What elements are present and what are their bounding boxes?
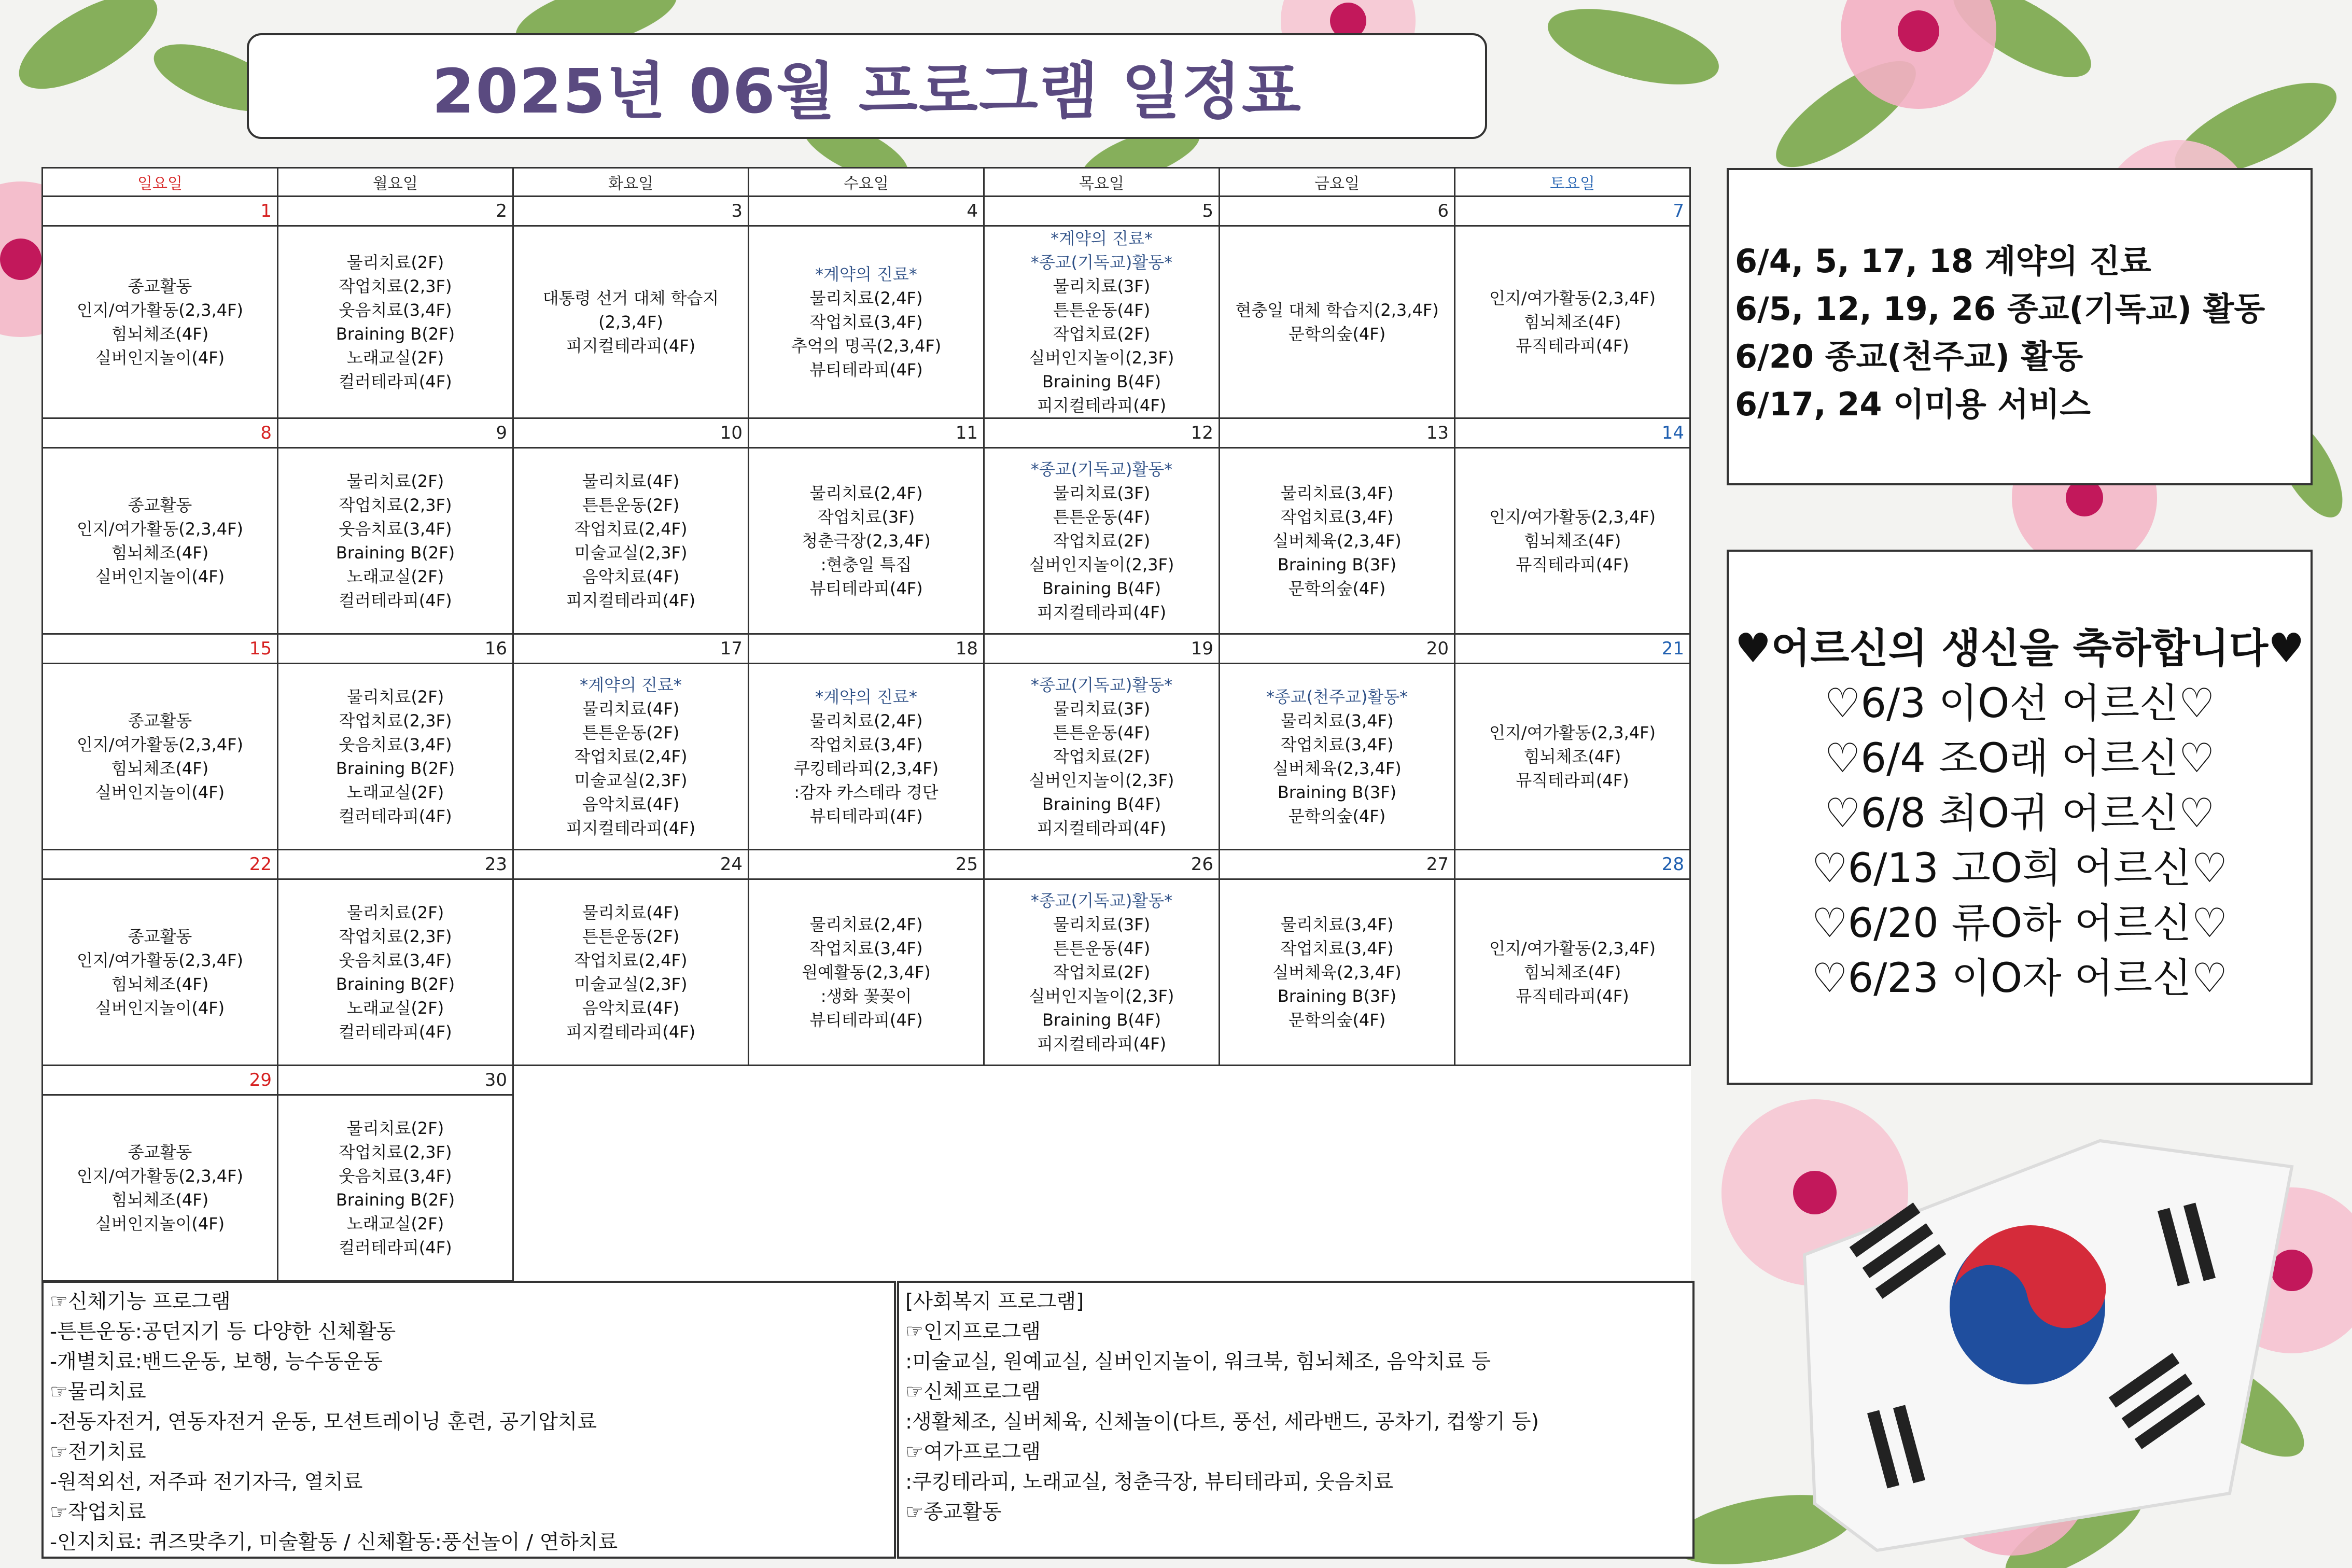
date-number: 20 xyxy=(1220,634,1455,664)
program-item: 문학의숲(4F) xyxy=(1288,1010,1386,1030)
notice-item: 6/5, 12, 19, 26 종교(기독교) 활동 xyxy=(1735,290,2265,328)
program-item: 컬러테라피(4F) xyxy=(339,1238,452,1257)
date-number-row xyxy=(43,418,1690,448)
program-item: 작업치료(3,4F) xyxy=(809,312,923,332)
special-event-label: *종교(기독교)활동* xyxy=(1030,891,1173,911)
program-item: 작업치료(2,4F) xyxy=(574,519,688,539)
program-item: Braining B(2F) xyxy=(335,974,455,994)
program-item: 노래교실(2F) xyxy=(346,1214,444,1234)
day-program-cell xyxy=(278,226,513,418)
program-item: Braining B(3F) xyxy=(1277,782,1397,802)
program-item: 인지/여가활동(2,3,4F) xyxy=(1489,723,1656,743)
program-item: 튼튼운동(4F) xyxy=(1053,723,1151,743)
date-number: 17 xyxy=(513,634,749,664)
date-number: 7 xyxy=(1455,197,1690,226)
date-number: 29 xyxy=(43,1066,278,1095)
program-row xyxy=(43,664,1690,850)
weekday-tuesday: 화요일 xyxy=(513,168,749,197)
program-description-line: -원적외선, 저주파 전기자극, 열치료 xyxy=(50,1471,363,1494)
social-program-panel xyxy=(897,1281,1695,1559)
birthday-item: ♡6/20 류O하 어르신♡ xyxy=(1811,900,2228,947)
empty-cell xyxy=(1455,1066,1690,1095)
special-event-label: *계약의 진료* xyxy=(1051,229,1153,248)
program-item: 실버인지놀이(2,3F) xyxy=(1029,555,1174,575)
program-description-line: ☞신체기능 프로그램 xyxy=(50,1290,231,1313)
empty-cell xyxy=(984,1066,1220,1095)
notice-panel xyxy=(1727,168,2313,485)
day-program-cell xyxy=(513,879,749,1066)
date-number: 13 xyxy=(1220,418,1455,448)
physical-program-list xyxy=(50,1287,618,1558)
weekday-friday: 금요일 xyxy=(1220,168,1455,197)
program-item: 뮤직테라피(4F) xyxy=(1516,555,1629,575)
program-item: 청춘극장(2,3,4F) xyxy=(802,531,931,551)
notice-item: 6/17, 24 이미용 서비스 xyxy=(1735,385,2091,423)
day-program-cell xyxy=(43,226,278,418)
program-item: 힘뇌체조(4F) xyxy=(1523,531,1621,551)
program-item: 작업치료(2,3F) xyxy=(339,1142,452,1162)
date-number-row xyxy=(43,197,1690,226)
weekday-monday: 월요일 xyxy=(278,168,513,197)
date-number: 23 xyxy=(278,850,513,879)
program-item: 피지컬테라피(4F) xyxy=(1037,603,1167,622)
date-number-row xyxy=(43,850,1690,879)
program-description-line: ☞인지프로그램 xyxy=(905,1320,1041,1343)
title-banner xyxy=(247,33,1487,139)
birthday-list xyxy=(1729,621,2311,1006)
calendar-body xyxy=(43,197,1690,1281)
day-program-cell xyxy=(984,226,1220,418)
program-item: 튼튼운동(2F) xyxy=(582,927,680,946)
day-program-cell xyxy=(749,879,984,1066)
program-item: 물리치료(2F) xyxy=(346,1118,444,1138)
program-item: Braining B(2F) xyxy=(335,324,455,344)
program-item: 컬러테라피(4F) xyxy=(339,372,452,391)
program-item: 물리치료(3F) xyxy=(1053,915,1151,934)
program-item: 작업치료(3,4F) xyxy=(1280,735,1394,754)
program-description-line: -개별치료:밴드운동, 보행, 능수동운동 xyxy=(50,1350,383,1374)
empty-cell xyxy=(1220,1066,1455,1095)
program-item: 노래교실(2F) xyxy=(346,782,444,802)
social-program-list xyxy=(905,1287,1539,1528)
program-item: 웃음치료(3,4F) xyxy=(339,519,452,539)
program-item: 물리치료(3F) xyxy=(1053,699,1151,719)
birthday-panel xyxy=(1727,550,2313,1085)
program-item: 대통령 선거 대체 학습지 xyxy=(542,288,719,308)
program-item: 물리치료(2,4F) xyxy=(809,915,923,934)
day-program-cell xyxy=(749,226,984,418)
program-description-line: -전동자전거, 연동자전거 운동, 모션트레이닝 훈련, 공기압치료 xyxy=(50,1410,597,1434)
program-item: 작업치료(2,3F) xyxy=(339,927,452,946)
program-item: 인지/여가활동(2,3,4F) xyxy=(76,300,244,320)
date-number: 21 xyxy=(1455,634,1690,664)
empty-cell xyxy=(513,1066,749,1095)
day-program-cell xyxy=(1220,226,1455,418)
day-program-cell xyxy=(43,1095,278,1281)
physical-program-panel xyxy=(41,1281,896,1559)
date-number-row xyxy=(43,634,1690,664)
birthday-item: ♡6/4 조O래 어르신♡ xyxy=(1824,735,2215,782)
day-program-cell xyxy=(984,664,1220,850)
date-number: 16 xyxy=(278,634,513,664)
program-item: 작업치료(3,4F) xyxy=(809,735,923,754)
program-item: 음악치료(4F) xyxy=(582,567,680,586)
program-item: 실버체육(2,3,4F) xyxy=(1272,962,1402,982)
program-item: 노래교실(2F) xyxy=(346,567,444,586)
program-item: 튼튼운동(4F) xyxy=(1053,507,1151,527)
program-item: 작업치료(2F) xyxy=(1053,324,1151,344)
program-item: Braining B(3F) xyxy=(1277,555,1397,575)
day-program-cell xyxy=(1455,664,1690,850)
program-item: 피지컬테라피(4F) xyxy=(566,818,696,838)
date-number: 6 xyxy=(1220,197,1455,226)
date-number: 5 xyxy=(984,197,1220,226)
program-item: :현충일 특집 xyxy=(820,555,912,575)
program-item: 피지컬테라피(4F) xyxy=(566,1022,696,1042)
day-program-cell xyxy=(1220,879,1455,1066)
program-item: 웃음치료(3,4F) xyxy=(339,1166,452,1186)
program-item: Braining B(2F) xyxy=(335,1190,455,1210)
special-event-label: *종교(기독교)활동* xyxy=(1030,459,1173,479)
program-item: 문학의숲(4F) xyxy=(1288,579,1386,598)
program-item: Braining B(4F) xyxy=(1042,1010,1161,1030)
program-row xyxy=(43,879,1690,1066)
page-title: 2025년 06월 프로그램 일정표 xyxy=(432,55,1302,127)
program-item: 종교활동 xyxy=(128,276,192,296)
birthday-item: ♡6/3 이O선 어르신♡ xyxy=(1824,680,2215,727)
program-item: 물리치료(2F) xyxy=(346,903,444,922)
program-item: 물리치료(3,4F) xyxy=(1280,915,1394,934)
program-item: 힘뇌체조(4F) xyxy=(111,1190,209,1210)
program-item: 실버인지놀이(4F) xyxy=(95,998,225,1018)
program-item: 물리치료(2,4F) xyxy=(809,711,923,731)
day-program-cell xyxy=(43,664,278,850)
date-number: 14 xyxy=(1455,418,1690,448)
program-item: 힘뇌체조(4F) xyxy=(111,324,209,344)
program-description-line: ☞물리치료 xyxy=(50,1380,146,1404)
program-item: 물리치료(3,4F) xyxy=(1280,711,1394,731)
program-item: Braining B(2F) xyxy=(335,543,455,563)
day-program-cell xyxy=(278,448,513,634)
program-item: 물리치료(2F) xyxy=(346,471,444,491)
program-item: 인지/여가활동(2,3,4F) xyxy=(76,950,244,970)
program-item: :감자 카스테라 경단 xyxy=(794,782,939,802)
empty-cell xyxy=(749,1095,984,1281)
day-program-cell xyxy=(1220,448,1455,634)
day-program-cell xyxy=(278,664,513,850)
program-item: 작업치료(2F) xyxy=(1053,962,1151,982)
program-item: 쿠킹테라피(2,3,4F) xyxy=(793,759,939,778)
date-number: 27 xyxy=(1220,850,1455,879)
program-item: 작업치료(3,4F) xyxy=(1280,939,1394,958)
program-item: 뷰티테라피(4F) xyxy=(809,1010,923,1030)
program-item: 물리치료(2,4F) xyxy=(809,288,923,308)
program-item: 음악치료(4F) xyxy=(582,998,680,1018)
date-number: 4 xyxy=(749,197,984,226)
date-number: 22 xyxy=(43,850,278,879)
program-item: 음악치료(4F) xyxy=(582,794,680,814)
birthday-heading: ♥어르신의 생신을 축하합니다♥ xyxy=(1734,625,2305,672)
program-item: 작업치료(2,4F) xyxy=(574,950,688,970)
special-event-label: *종교(천주교)활동* xyxy=(1266,687,1408,707)
program-item: 힘뇌체조(4F) xyxy=(111,759,209,778)
program-item: 뷰티테라피(4F) xyxy=(809,579,923,598)
program-item: 힘뇌체조(4F) xyxy=(111,543,209,563)
day-program-cell xyxy=(43,448,278,634)
program-row xyxy=(43,1095,1690,1281)
program-description-line: :미술교실, 원예교실, 실버인지놀이, 워크북, 힘뇌체조, 음악치료 등 xyxy=(905,1350,1491,1374)
program-description-line: ☞작업치료 xyxy=(50,1501,146,1524)
empty-cell xyxy=(1455,1095,1690,1281)
program-item: 물리치료(2F) xyxy=(346,253,444,272)
program-item: 노래교실(2F) xyxy=(346,348,444,368)
program-item: 물리치료(3F) xyxy=(1053,276,1151,296)
date-number: 8 xyxy=(43,418,278,448)
program-item: 인지/여가활동(2,3,4F) xyxy=(1489,939,1656,958)
program-item: 인지/여가활동(2,3,4F) xyxy=(1489,507,1656,527)
program-item: 물리치료(2F) xyxy=(346,687,444,707)
program-item: 원예활동(2,3,4F) xyxy=(802,962,931,982)
notice-item: 6/4, 5, 17, 18 계약의 진료 xyxy=(1735,242,2151,280)
date-number: 2 xyxy=(278,197,513,226)
day-program-cell xyxy=(1455,226,1690,418)
program-item: 피지컬테라피(4F) xyxy=(566,336,696,356)
program-item: 실버인지놀이(2,3F) xyxy=(1029,986,1174,1006)
day-program-cell xyxy=(513,448,749,634)
day-program-cell xyxy=(984,448,1220,634)
program-item: Braining B(2F) xyxy=(335,759,455,778)
date-number: 10 xyxy=(513,418,749,448)
program-item: 튼튼운동(2F) xyxy=(582,723,680,743)
program-item: 컬러테라피(4F) xyxy=(339,806,452,826)
date-number: 25 xyxy=(749,850,984,879)
day-program-cell xyxy=(1220,664,1455,850)
empty-cell xyxy=(749,1066,984,1095)
program-item: 물리치료(4F) xyxy=(582,471,680,491)
day-program-cell xyxy=(984,879,1220,1066)
program-item: 튼튼운동(4F) xyxy=(1053,939,1151,958)
program-description-line: ☞신체프로그램 xyxy=(905,1380,1041,1404)
day-program-cell xyxy=(1455,448,1690,634)
program-item: 컬러테라피(4F) xyxy=(339,591,452,610)
date-number: 19 xyxy=(984,634,1220,664)
program-item: 힘뇌체조(4F) xyxy=(111,974,209,994)
program-item: 힘뇌체조(4F) xyxy=(1523,747,1621,766)
program-item: 종교활동 xyxy=(128,1142,192,1162)
program-item: 인지/여가활동(2,3,4F) xyxy=(76,1166,244,1186)
weekday-wednesday: 수요일 xyxy=(749,168,984,197)
date-number: 11 xyxy=(749,418,984,448)
program-item: 실버인지놀이(4F) xyxy=(95,782,225,802)
date-number: 9 xyxy=(278,418,513,448)
program-item: 뮤직테라피(4F) xyxy=(1516,771,1629,790)
program-item: 작업치료(2,3F) xyxy=(339,711,452,731)
special-event-label: *계약의 진료* xyxy=(815,264,917,284)
program-item: 물리치료(4F) xyxy=(582,903,680,922)
program-item: 튼튼운동(4F) xyxy=(1053,300,1151,320)
program-item: 튼튼운동(2F) xyxy=(582,495,680,515)
program-item: 작업치료(2,3F) xyxy=(339,276,452,296)
program-description-line: ☞종교활동 xyxy=(905,1501,1002,1524)
program-item: 작업치료(2,4F) xyxy=(574,747,688,766)
notice-list xyxy=(1735,237,2265,428)
day-program-cell xyxy=(43,879,278,1066)
program-item: 미술교실(2,3F) xyxy=(574,543,688,563)
program-item: 물리치료(3F) xyxy=(1053,483,1151,503)
program-item: 실버인지놀이(2,3F) xyxy=(1029,771,1174,790)
program-item: 인지/여가활동(2,3,4F) xyxy=(1489,288,1656,308)
program-item: 실버인지놀이(4F) xyxy=(95,1214,225,1234)
program-item: 종교활동 xyxy=(128,927,192,946)
program-item: Braining B(4F) xyxy=(1042,794,1161,814)
program-description-line: ☞전기치료 xyxy=(50,1440,146,1464)
program-item: 추억의 명곡(2,3,4F) xyxy=(791,336,942,356)
birthday-item: ♡6/23 이O자 어르신♡ xyxy=(1811,955,2228,1002)
program-item: 인지/여가활동(2,3,4F) xyxy=(76,519,244,539)
date-number: 12 xyxy=(984,418,1220,448)
birthday-item: ♡6/8 최O귀 어르신♡ xyxy=(1824,790,2215,837)
special-event-label: *계약의 진료* xyxy=(580,675,682,695)
program-item: 웃음치료(3,4F) xyxy=(339,735,452,754)
program-item: 실버인지놀이(4F) xyxy=(95,567,225,586)
program-item: 웃음치료(3,4F) xyxy=(339,300,452,320)
day-program-cell xyxy=(278,879,513,1066)
program-item: 노래교실(2F) xyxy=(346,998,444,1018)
program-item: 작업치료(2F) xyxy=(1053,531,1151,551)
program-item: 종교활동 xyxy=(128,711,192,731)
program-item: 작업치료(3,4F) xyxy=(1280,507,1394,527)
program-item: 인지/여가활동(2,3,4F) xyxy=(76,735,244,754)
weekday-saturday: 토요일 xyxy=(1455,168,1690,197)
program-item: 작업치료(3,4F) xyxy=(809,939,923,958)
program-item: 뮤직테라피(4F) xyxy=(1516,986,1629,1006)
program-item: 피지컬테라피(4F) xyxy=(566,591,696,610)
program-item: 물리치료(3,4F) xyxy=(1280,483,1394,503)
program-item: 물리치료(4F) xyxy=(582,699,680,719)
program-item: 문학의숲(4F) xyxy=(1288,806,1386,826)
program-item: Braining B(4F) xyxy=(1042,579,1161,598)
program-item: 실버인지놀이(2,3F) xyxy=(1029,348,1174,368)
program-item: 힘뇌체조(4F) xyxy=(1523,312,1621,332)
notice-item: 6/20 종교(천주교) 활동 xyxy=(1735,338,2083,375)
program-item: 물리치료(2,4F) xyxy=(809,483,923,503)
special-event-label: *계약의 진료* xyxy=(815,687,917,707)
weekday-thursday: 목요일 xyxy=(984,168,1220,197)
weekday-sunday: 일요일 xyxy=(43,168,278,197)
program-item: 피지컬테라피(4F) xyxy=(1037,818,1167,838)
program-item: 작업치료(3F) xyxy=(817,507,915,527)
weekday-header-row xyxy=(43,168,1690,197)
empty-cell xyxy=(1220,1095,1455,1281)
date-number-row xyxy=(43,1066,1690,1095)
calendar-table xyxy=(41,167,1691,1282)
program-item: 실버체육(2,3,4F) xyxy=(1272,759,1402,778)
special-event-label: *종교(기독교)활동* xyxy=(1030,675,1173,695)
date-number: 18 xyxy=(749,634,984,664)
date-number: 28 xyxy=(1455,850,1690,879)
program-item: 뮤직테라피(4F) xyxy=(1516,336,1629,356)
program-item: 문학의숲(4F) xyxy=(1288,324,1386,344)
day-program-cell xyxy=(278,1095,513,1281)
empty-cell xyxy=(513,1095,749,1281)
day-program-cell xyxy=(749,448,984,634)
program-item: Braining B(4F) xyxy=(1042,372,1161,391)
program-description-line: :쿠킹테라피, 노래교실, 청춘극장, 뷰티테라피, 웃음치료 xyxy=(905,1471,1394,1494)
program-row xyxy=(43,448,1690,634)
program-item: 컬러테라피(4F) xyxy=(339,1022,452,1042)
empty-cell xyxy=(984,1095,1220,1281)
program-item: 미술교실(2,3F) xyxy=(574,974,688,994)
day-program-cell xyxy=(513,226,749,418)
program-item: 종교활동 xyxy=(128,495,192,515)
program-item: 작업치료(2F) xyxy=(1053,747,1151,766)
program-item: Braining B(3F) xyxy=(1277,986,1397,1006)
program-item: 피지컬테라피(4F) xyxy=(1037,396,1167,415)
program-item: 실버체육(2,3,4F) xyxy=(1272,531,1402,551)
day-program-cell xyxy=(1455,879,1690,1066)
date-number: 1 xyxy=(43,197,278,226)
date-number: 15 xyxy=(43,634,278,664)
program-item: 미술교실(2,3F) xyxy=(574,771,688,790)
day-program-cell xyxy=(749,664,984,850)
program-description-line: -인지치료: 퀴즈맞추기, 미술활동 / 신체활동:풍선놀이 / 연하치료 xyxy=(50,1531,618,1554)
date-number: 26 xyxy=(984,850,1220,879)
program-item: 실버인지놀이(4F) xyxy=(95,348,225,368)
program-row xyxy=(43,226,1690,418)
date-number: 24 xyxy=(513,850,749,879)
day-program-cell xyxy=(513,664,749,850)
special-event-label: *종교(기독교)활동* xyxy=(1030,253,1173,272)
program-item: 현충일 대체 학습지(2,3,4F) xyxy=(1235,300,1439,320)
program-item: 힘뇌체조(4F) xyxy=(1523,962,1621,982)
date-number: 30 xyxy=(278,1066,513,1095)
program-item: (2,3,4F) xyxy=(598,312,663,332)
program-item: 웃음치료(3,4F) xyxy=(339,950,452,970)
program-item: 뷰티테라피(4F) xyxy=(809,806,923,826)
program-item: 작업치료(2,3F) xyxy=(339,495,452,515)
program-description-line: -튼튼운동:공던지기 등 다양한 신체활동 xyxy=(50,1320,396,1343)
program-description-line: ☞여가프로그램 xyxy=(905,1440,1041,1464)
program-item: :생화 꽃꽂이 xyxy=(820,986,912,1006)
program-item: 뷰티테라피(4F) xyxy=(809,360,923,380)
program-item: 피지컬테라피(4F) xyxy=(1037,1034,1167,1054)
birthday-item: ♡6/13 고O희 어르신♡ xyxy=(1811,845,2228,892)
date-number: 3 xyxy=(513,197,749,226)
program-description-line: :생활체조, 실버체육, 신체놀이(다트, 풍선, 세라밴드, 공차기, 컵쌓기 등) xyxy=(905,1410,1539,1434)
program-description-line: [사회복지 프로그램] xyxy=(905,1290,1084,1313)
